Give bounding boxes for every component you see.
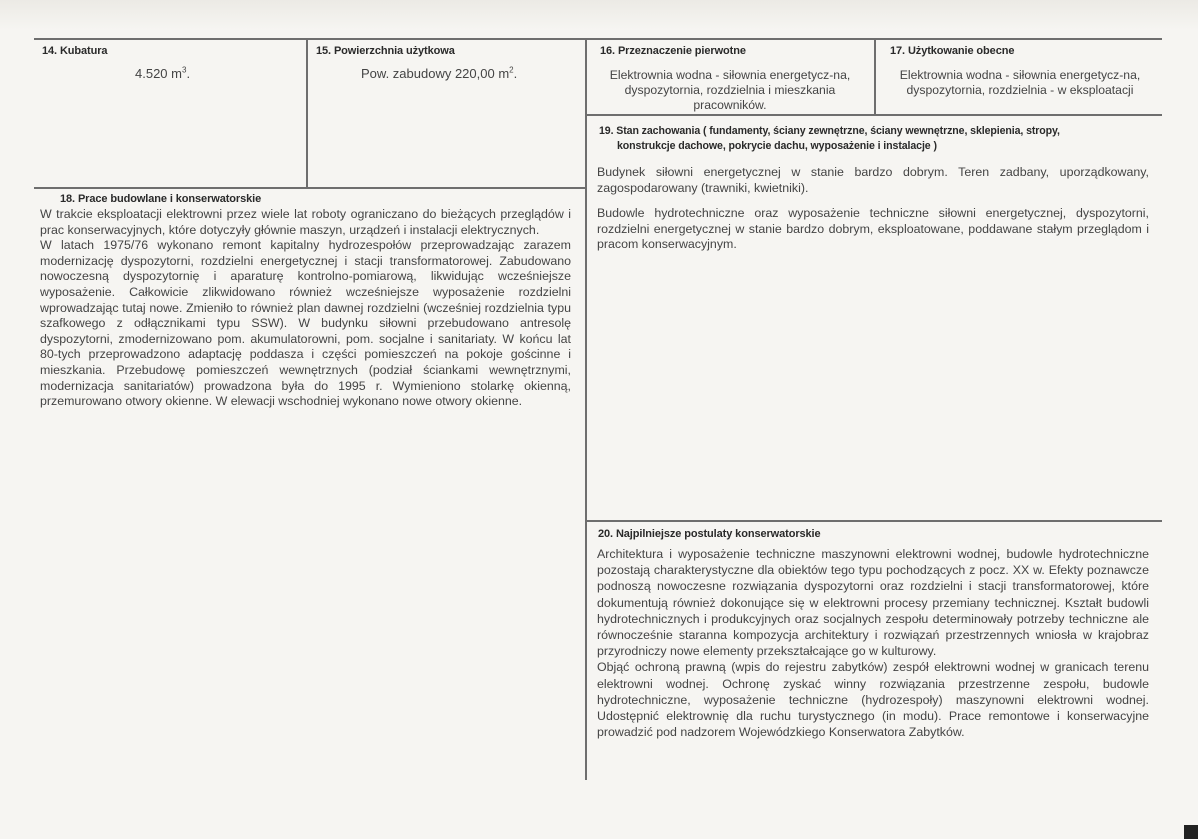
section-20-paragraph-2: Objąć ochroną prawną (wpis do rejestru zabytków) zespół elektrowni wodnej w granicach terenu elektrowni wodnej. Ochronę zyskać winny rozwiązania przestrzenne zespołu, budowle hydrotechniczne, wyposażenie techniczne (hydrozespoły) maszynowni elektrowni wodnej. Udostępnić elektrownię dla ruchu turystycznego (in modu). Prace remontowe i konserwacyjne prowadzić pod nadzorem Wojewódzkiego Konserwatora Zabytków. [597, 660, 1149, 740]
rule-above-20 [585, 520, 1162, 522]
divider-16-17 [874, 38, 876, 114]
section-16-text: Elektrownia wodna - siłownia energetycz-na, dyspozytornia, rozdzielnia i mieszkania pracowników. [609, 68, 851, 112]
section-19-header-line1: 19. Stan zachowania ( fundamenty, ściany zewnętrzne, ściany wewnętrzne, sklepienia, stropy, [599, 125, 1060, 137]
section-19-paragraph-1: Budynek siłowni energetycznej w stanie bardzo dobrym. Teren zadbany, uporządkowany, zagospodarowany (trawniki, kwietniki). [597, 165, 1149, 195]
rule-above-18 [34, 187, 586, 189]
section-19-header-line2: konstrukcje dachowe, pokrycie dachu, wyposażenie i instalacje ) [617, 140, 937, 152]
section-18-paragraph-1: W trakcie eksploatacji elektrowni przez wiele lat roboty ograniczano do bieżących przeglądów i prac konserwacyjnych, które dotyczyły głównie maszyn, urządzeń i instalacji elektrycznych. [40, 207, 571, 237]
section-16-header: 16. Przeznaczenie pierwotne [600, 45, 746, 57]
section-20-header: 20. Najpilniejsze postulaty konserwatorskie [598, 528, 821, 540]
section-14-header: 14. Kubatura [42, 45, 108, 57]
section-19-paragraph-2: Budowle hydrotechniczne oraz wyposażenie techniczne siłowni energetycznej, dyspozytorni, rozdzielni energetycznej w stanie bardzo dobrym, eksploatowane, poddawane stałym przeglądom i pracom konserwacyjnym. [597, 206, 1149, 252]
top-rule [34, 38, 1162, 40]
section-20-body [597, 546, 1149, 740]
section-20-paragraph-1: Architektura i wyposażenie techniczne maszynowni elektrowni wodnej, budowle hydrotechniczne pozostają charakterystyczne dla obiektów tego typu pochodzących z pocz. XX w. Efekty poznawcze podnoszą nowoczesne rozwiązania dyspozytorni oraz rozdzielni i stacji transformatorowej, które dokumentują również dokonujące się w elektrowni procesy przemiany technicznej. Kształt budowli hydrotechnicznych i produkcyjnych oraz socjalnych zespołu determinowały potrzeby techniczne ale równocześnie staranna kompozycja architektury i rozwiązań przestrzennych wniosła w krajobraz przyrodniczy nowe elementy przekształcające go w kulturowy. [597, 547, 1149, 659]
scan-top-shadow [0, 0, 1198, 30]
section-18-paragraph-2: W latach 1975/76 wykonano remont kapitalny hydrozespołów przeprowadzając zarazem modernizację dyspozytorni, rozdzielni energetycznej i stacji transformatorowej. Zabudowano nowoczesną dyspozytornię i aparaturę kontrolno-pomiarową, likwidując wcześniejsze wyposażenie. Całkowicie zlikwidowano również wcześniejsze wyposażenie rozdzielni wprowadzając tutaj nowe. Zmieniło to również plan dawnej rozdzielni (wcześniej rozdzielnia typu szafkowego z odłącznikami typu SSW). W budynku siłowni przebudowano antresolę dyspozytorni, zmodernizowano pom. akumulatorowni, pom. socjalne i sanitariaty. W końcu lat 80-tych przeprowadzono adaptację poddasza i części pomieszczeń na pokoje gościnne i mieszkania. Przebudowę pomieszczeń wewnętrznych (podział ściankami wewnętrznymi, modernizacja sanitariatów) prowadzona była do 1995 r. Wymieniono stolarkę okienną, przemurowano otwory okienne. W elewacji wschodniej wykonano nowe otwory okienne. [40, 238, 571, 409]
section-18-body [40, 207, 571, 410]
section-15-header: 15. Powierzchnia użytkowa [316, 45, 455, 57]
section-15-value: Pow. zabudowy 220,00 $m^2$. [361, 65, 518, 81]
section-17-header: 17. Użytkowanie obecne [890, 45, 1015, 57]
divider-14-15 [306, 38, 308, 188]
section-17-text: Elektrownia wodna - siłownia energetycz-na, dyspozytornia, rozdzielnia - w eksploatacji [899, 68, 1141, 97]
scan-corner-mark [1184, 825, 1198, 839]
section-18-header: 18. Prace budowlane i konserwatorskie [60, 193, 262, 205]
section-14-value: 4.520 $m^3$. [135, 65, 191, 81]
rule-above-19 [585, 114, 1162, 116]
divider-center [585, 38, 587, 780]
